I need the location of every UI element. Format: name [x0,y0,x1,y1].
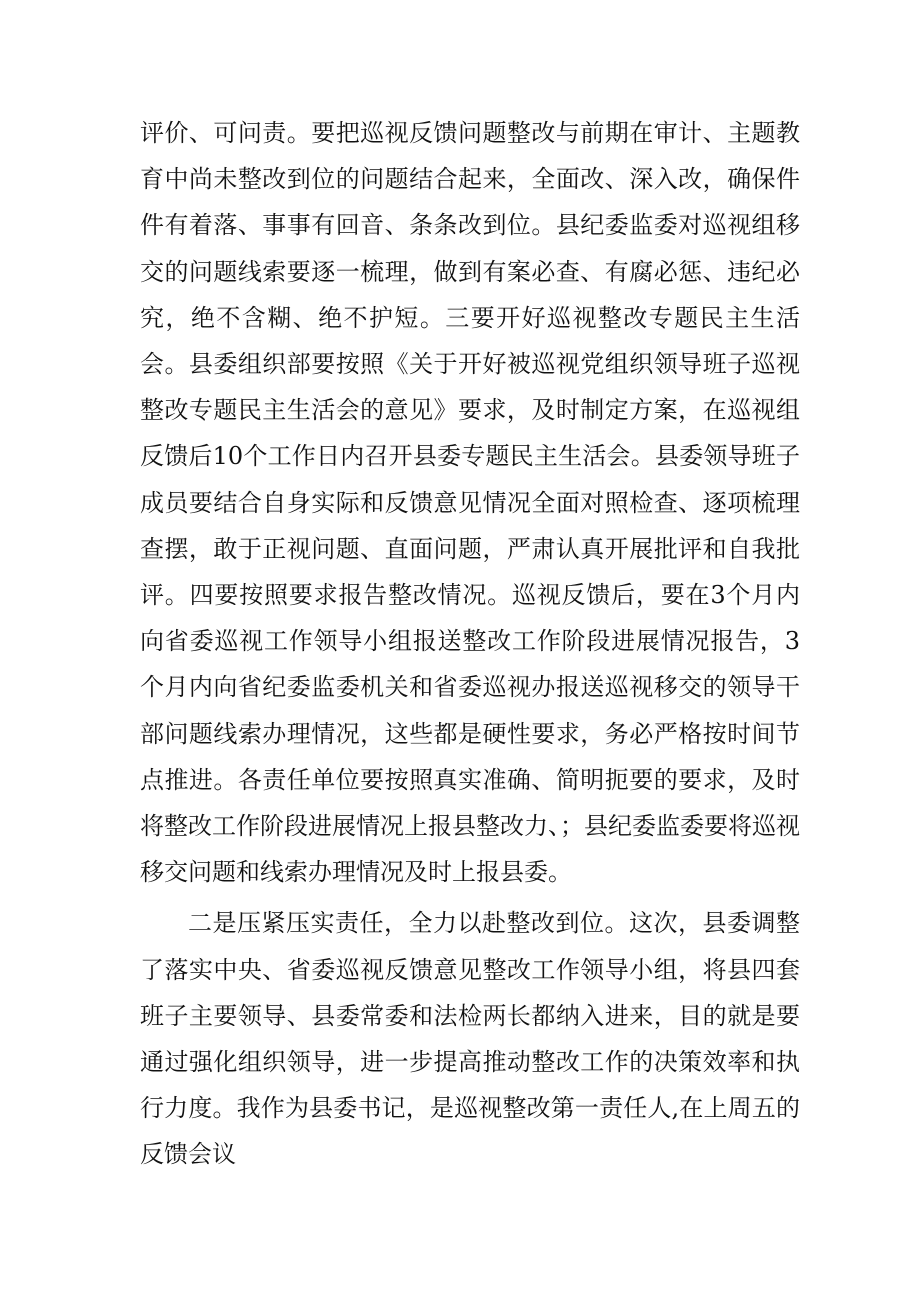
paragraph-responsibility: 二是压紧压实责任，全力以赴整改到位。这次，县委调整了落实中央、省委巡视反馈意见整改工作领导小组，将县四套班子主要领导、县委常委和法检两长都纳入进来，目的就是要通过强化组织领导，进一步提高推动整改工作的决策效率和执行力度。我作为县委书记，是巡视整改第一责任人,在上周五的反馈会议 [140,909,800,1169]
document-body [140,110,800,1178]
paragraph-continued: 评价、可问责。要把巡视反馈问题整改与前期在审计、主题教育中尚未整改到位的问题结合起来，全面改、深入改，确保件件有着落、事事有回音、条条改到位。县纪委监委对巡视组移交的问题线索要逐一梳理，做到有案必查、有腐必惩、违纪必究，绝不含糊、绝不护短。三要开好巡视整改专题民主生活会。县委组织部要按照《关于开好被巡视党组织领导班子巡视整改专题民主生活会的意见》要求，及时制定方案，在巡视组反馈后10个工作日内召开县委专题民主生活会。县委领导班子成员要结合自身实际和反馈意见情况全面对照检查、逐项梳理查摆，敢于正视问题、直面问题，严肃认真开展批评和自我批评。四要按照要求报告整改情况。巡视反馈后，要在3个月内向省委巡视工作领导小组报送整改工作阶段进展情况报告，3个月内向省纪委监委机关和省委巡视办报送巡视移交的领导干部问题线索办理情况，这些都是硬性要求，务必严格按时间节点推进。各责任单位要按照真实准确、简明扼要的要求，及时将整改工作阶段进展情况上报县整改力、；县纪委监委要将巡视移交问题和线索办理情况及时上报县委。 [140,119,800,887]
